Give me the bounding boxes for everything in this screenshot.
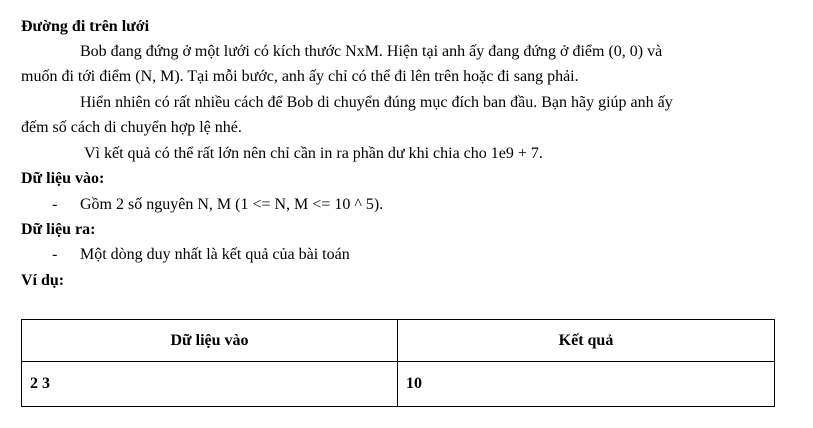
input-heading: Dữ liệu vào: — [21, 170, 105, 187]
statement-paragraph-1-line-1: Bob đang đứng ở một lưới có kích thước NxM. Hiện tại anh ấy đang đứng ở điểm (0, 0) và — [80, 43, 663, 60]
example-heading: Ví dụ: — [21, 272, 65, 289]
table-header-output: Kết quả — [398, 320, 775, 362]
output-bullet-text: Một dòng duy nhất là kết quả của bài toán — [80, 246, 350, 263]
output-bullet-item — [52, 245, 350, 265]
bullet-dash: - — [52, 246, 58, 263]
table-header-input: Dữ liệu vào — [22, 320, 398, 362]
table-header-row — [22, 320, 775, 362]
problem-title: Đường đi trên lưới — [21, 18, 150, 35]
table-row — [22, 362, 775, 407]
bullet-dash: - — [52, 196, 58, 213]
table-cell-input: 2 3 — [22, 362, 398, 407]
table-cell-output: 10 — [398, 362, 775, 407]
input-bullet-text: Gồm 2 số nguyên N, M (1 <= N, M <= 10 ^ 5). — [80, 196, 384, 213]
statement-paragraph-2-line-2: đếm số cách di chuyển hợp lệ nhé. — [21, 119, 242, 136]
statement-paragraph-3: Vì kết quả có thể rất lớn nên chỉ cần in ra phần dư khi chia cho 1e9 + 7. — [84, 145, 543, 162]
input-bullet-item — [52, 195, 383, 215]
example-table — [21, 319, 775, 407]
output-heading: Dữ liệu ra: — [21, 221, 96, 238]
statement-paragraph-1-line-2: muốn đi tới điểm (N, M). Tại mỗi bước, anh ấy chỉ có thể đi lên trên hoặc đi sang phải. — [21, 68, 579, 85]
statement-paragraph-2-line-1: Hiển nhiên có rất nhiều cách để Bob di chuyển đúng mục đích ban đầu. Bạn hãy giúp anh ấy — [80, 94, 673, 111]
